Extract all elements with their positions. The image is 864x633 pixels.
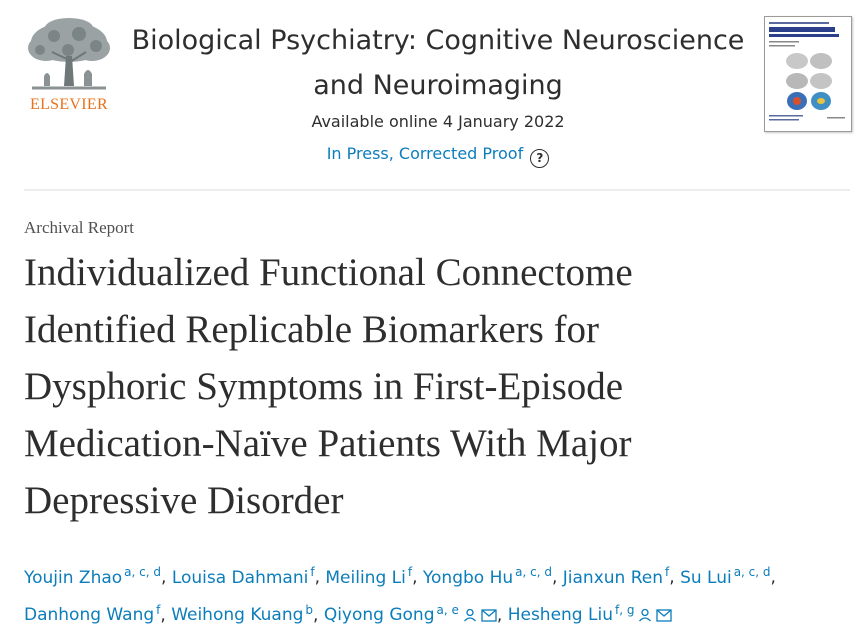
author-name-link[interactable]: Yongbo Hu — [422, 567, 514, 588]
author-item[interactable] — [507, 602, 673, 626]
author-name-link[interactable]: Youjin Zhao — [24, 567, 123, 588]
author-affiliation[interactable]: a, c, d — [124, 565, 161, 579]
author-affiliation[interactable]: f, g — [614, 602, 635, 617]
help-icon[interactable]: ? — [530, 149, 549, 168]
header-divider — [24, 189, 850, 191]
author-affiliation[interactable]: a, e — [436, 602, 459, 617]
author-item[interactable] — [562, 565, 670, 588]
author-item[interactable] — [171, 565, 315, 588]
article-type: Archival Report — [24, 218, 134, 237]
article-title-line: Medication-Naïve Patients With Major — [24, 422, 632, 465]
journal-cover-thumbnail[interactable] — [764, 16, 852, 132]
author-item[interactable] — [24, 565, 161, 588]
author-name-link[interactable]: Su Lui — [680, 567, 732, 588]
author-item[interactable] — [323, 602, 497, 626]
author-item[interactable] — [171, 602, 314, 626]
author-list: Youjin Zhao $^{a, c, d}$, Louisa Dahmani $^f$, Meiling Li $^f$, Yongbo Hu $^{a, c, d}$, Jianxun Ren $^f$, Su Lui $^{a, c, d}$, Danhong Wang $^f$, Weihong Kuang $^b$, Qiyong Gong $^{a, e}$ , Hesheng Liu $^{f, g}$ — [24, 556, 854, 633]
article-title-line: Identified Replicable Biomarkers for — [24, 308, 600, 351]
author-item[interactable] — [24, 602, 161, 626]
envelope-icon[interactable] — [656, 601, 672, 633]
author-item[interactable] — [325, 565, 413, 588]
available-online-date: Available online 4 January 2022 — [311, 112, 565, 131]
article-title-line: Individualized Functional Connectome — [24, 251, 633, 294]
person-icon[interactable] — [638, 601, 652, 633]
journal-title-line1[interactable]: Biological Psychiatry: Cognitive Neuroscience — [131, 25, 745, 56]
author-name-link[interactable]: Danhong Wang — [24, 605, 155, 626]
article-title-line: Depressive Disorder — [24, 479, 344, 522]
cover-image-icon — [765, 17, 851, 131]
author-name-link[interactable]: Weihong Kuang — [171, 605, 304, 626]
author-affiliation[interactable]: a, c, d — [515, 565, 552, 579]
journal-title[interactable] — [110, 18, 766, 108]
author-affiliation[interactable]: a, c, d — [733, 565, 771, 579]
author-affiliation[interactable]: f — [407, 565, 413, 579]
author-affiliation[interactable]: b — [305, 602, 314, 617]
journal-title-line2[interactable]: and Neuroimaging — [313, 70, 563, 101]
article-status[interactable] — [240, 144, 636, 168]
person-icon[interactable] — [463, 601, 477, 633]
author-name-link[interactable]: Meiling Li — [325, 567, 406, 588]
author-affiliation[interactable]: f — [156, 602, 161, 617]
author-name-link[interactable]: Hesheng Liu — [507, 605, 613, 626]
author-name-link[interactable]: Louisa Dahmani — [171, 567, 309, 588]
elsevier-tree-icon — [24, 16, 114, 96]
author-name-link[interactable]: Qiyong Gong — [323, 605, 435, 626]
envelope-icon[interactable] — [481, 601, 497, 633]
author-item[interactable] — [680, 565, 771, 588]
publisher-name: ELSEVIER — [30, 96, 108, 113]
author-affiliation[interactable]: f — [310, 565, 315, 579]
article-title — [24, 244, 784, 529]
author-affiliation[interactable]: f — [665, 565, 670, 579]
status-link[interactable]: In Press, Corrected Proof — [326, 144, 524, 163]
author-name-link[interactable]: Jianxun Ren — [562, 567, 664, 588]
article-title-line: Dysphoric Symptoms in First-Episode — [24, 365, 624, 408]
author-item[interactable] — [422, 565, 552, 588]
